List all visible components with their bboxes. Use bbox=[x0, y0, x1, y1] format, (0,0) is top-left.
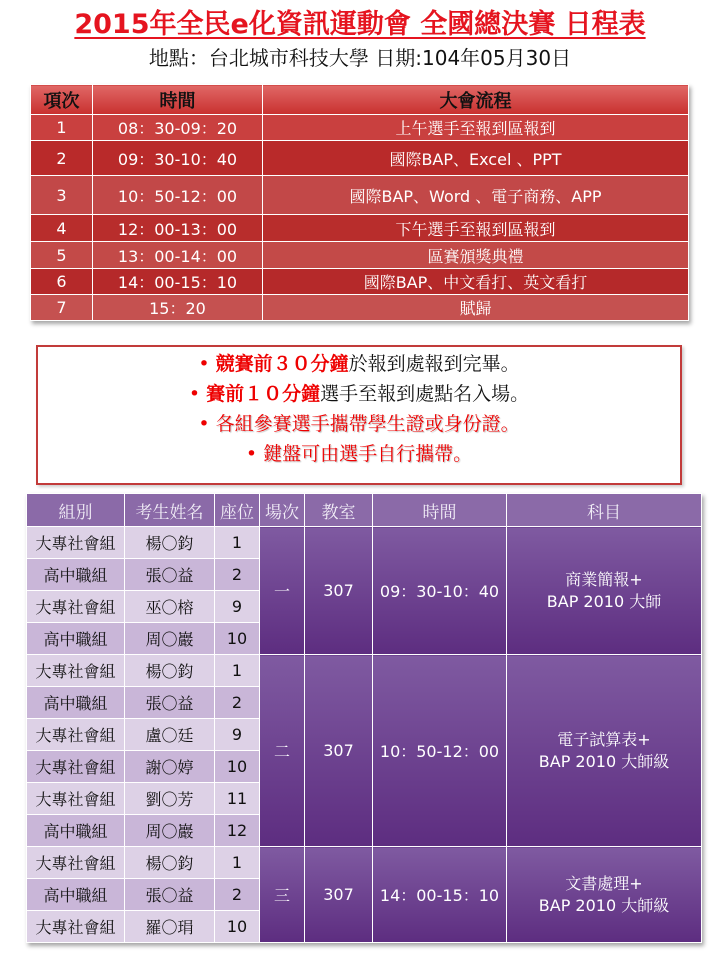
schedule-time: 10：50-12：00 bbox=[93, 176, 263, 215]
exam-name: 楊〇鈞 bbox=[125, 847, 215, 879]
schedule-time: 14：00-15：10 bbox=[93, 269, 263, 295]
schedule-no: 4 bbox=[31, 215, 93, 242]
exam-name: 謝〇婷 bbox=[125, 751, 215, 783]
exam-session: 三 bbox=[260, 847, 305, 943]
exam-group: 大專社會組 bbox=[27, 751, 125, 783]
notice-line-4 bbox=[38, 439, 680, 469]
exam-seat: 9 bbox=[215, 591, 260, 623]
exam-name: 張〇益 bbox=[125, 559, 215, 591]
exam-subject-line: BAP 2010 大師級 bbox=[538, 751, 670, 771]
exam-group: 大專社會組 bbox=[27, 527, 125, 559]
schedule-flow: 賦歸 bbox=[263, 295, 689, 321]
exam-time: 10：50-12：00 bbox=[373, 655, 507, 847]
exam-group: 高中職組 bbox=[27, 687, 125, 719]
exam-group: 高中職組 bbox=[27, 623, 125, 655]
notice-line-3 bbox=[38, 409, 680, 439]
exam-header-row bbox=[27, 494, 702, 527]
bullet-icon: • bbox=[245, 443, 258, 465]
exam-time: 09：30-10：40 bbox=[373, 527, 507, 655]
exam-row bbox=[27, 655, 702, 687]
schedule-col-no: 項次 bbox=[31, 85, 93, 115]
exam-seat: 1 bbox=[215, 847, 260, 879]
schedule-row bbox=[31, 141, 689, 176]
exam-session: 一 bbox=[260, 527, 305, 655]
exam-subject-line: 電子試算表+ bbox=[557, 729, 651, 749]
schedule-time: 13：00-14：00 bbox=[93, 242, 263, 269]
exam-seat: 2 bbox=[215, 559, 260, 591]
notice-text: 於報到處報到完畢。 bbox=[348, 353, 520, 375]
schedule-no: 2 bbox=[31, 141, 93, 176]
exam-name: 張〇益 bbox=[125, 687, 215, 719]
exam-time: 14：00-15：10 bbox=[373, 847, 507, 943]
exam-table bbox=[26, 493, 702, 943]
exam-name: 楊〇鈞 bbox=[125, 655, 215, 687]
exam-group: 大專社會組 bbox=[27, 655, 125, 687]
exam-room: 307 bbox=[305, 847, 373, 943]
exam-subject bbox=[507, 847, 702, 943]
bullet-icon: • bbox=[188, 383, 201, 405]
exam-name: 羅〇琄 bbox=[125, 911, 215, 943]
notice-text: 選手至報到處點名入場。 bbox=[320, 383, 530, 405]
schedule-no: 1 bbox=[31, 115, 93, 141]
notice-box bbox=[36, 345, 682, 485]
exam-col-room: 教室 bbox=[305, 494, 373, 527]
exam-group: 大專社會組 bbox=[27, 591, 125, 623]
page-subtitle: 地點：台北城市科技大學 日期:104年05月30日 bbox=[148, 46, 572, 70]
schedule-flow: 區賽頒獎典禮 bbox=[263, 242, 689, 269]
notice-emphasis: 競賽前３０分鐘 bbox=[215, 353, 349, 375]
bullet-icon: • bbox=[198, 413, 210, 435]
exam-group: 高中職組 bbox=[27, 815, 125, 847]
exam-group: 大專社會組 bbox=[27, 783, 125, 815]
schedule-flow: 國際BAP、Excel 、PPT bbox=[263, 141, 689, 176]
exam-col-subject: 科目 bbox=[507, 494, 702, 527]
exam-seat: 11 bbox=[215, 783, 260, 815]
exam-subject bbox=[507, 655, 702, 847]
exam-col-time: 時間 bbox=[373, 494, 507, 527]
exam-subject-line: BAP 2010 大師級 bbox=[538, 895, 670, 915]
exam-subject-line: BAP 2010 大師 bbox=[546, 591, 662, 611]
exam-room: 307 bbox=[305, 655, 373, 847]
exam-col-name: 考生姓名 bbox=[125, 494, 215, 527]
exam-seat: 2 bbox=[215, 687, 260, 719]
schedule-col-flow: 大會流程 bbox=[263, 85, 689, 115]
schedule-time: 08：30-09：20 bbox=[93, 115, 263, 141]
schedule-row bbox=[31, 242, 689, 269]
exam-seat: 9 bbox=[215, 719, 260, 751]
exam-name: 劉〇芳 bbox=[125, 783, 215, 815]
exam-subject-line: 商業簡報+ bbox=[565, 569, 643, 589]
notice-text: 鍵盤可由選手自行攜帶。 bbox=[263, 443, 473, 465]
exam-subject bbox=[507, 527, 702, 655]
schedule-row bbox=[31, 176, 689, 215]
schedule-flow: 國際BAP、Word 、電子商務、APP bbox=[263, 176, 689, 215]
schedule-table bbox=[30, 84, 689, 321]
exam-group: 大專社會組 bbox=[27, 719, 125, 751]
exam-seat: 10 bbox=[215, 623, 260, 655]
schedule-col-time: 時間 bbox=[93, 85, 263, 115]
exam-group: 大專社會組 bbox=[27, 847, 125, 879]
exam-seat: 10 bbox=[215, 751, 260, 783]
exam-name: 巫〇榕 bbox=[125, 591, 215, 623]
exam-name: 周〇巖 bbox=[125, 623, 215, 655]
notice-line-1 bbox=[38, 349, 680, 379]
page-title: 2015年全民e化資訊運動會 全國總決賽 日程表 bbox=[74, 9, 646, 40]
exam-name: 周〇巖 bbox=[125, 815, 215, 847]
schedule-no: 5 bbox=[31, 242, 93, 269]
exam-col-session: 場次 bbox=[260, 494, 305, 527]
exam-session: 二 bbox=[260, 655, 305, 847]
exam-name: 楊〇鈞 bbox=[125, 527, 215, 559]
schedule-time: 09：30-10：40 bbox=[93, 141, 263, 176]
schedule-time: 12：00-13：00 bbox=[93, 215, 263, 242]
exam-seat: 12 bbox=[215, 815, 260, 847]
exam-group: 高中職組 bbox=[27, 559, 125, 591]
notice-text: 各組參賽選手攜帶學生證或身份證。 bbox=[215, 413, 520, 435]
notice-emphasis: 賽前１０分鐘 bbox=[206, 383, 321, 405]
schedule-no: 3 bbox=[31, 176, 93, 215]
schedule-flow: 上午選手至報到區報到 bbox=[263, 115, 689, 141]
exam-name: 盧〇廷 bbox=[125, 719, 215, 751]
exam-seat: 1 bbox=[215, 655, 260, 687]
schedule-row bbox=[31, 269, 689, 295]
schedule-flow: 國際BAP、中文看打、英文看打 bbox=[263, 269, 689, 295]
exam-name: 張〇益 bbox=[125, 879, 215, 911]
exam-row bbox=[27, 847, 702, 879]
exam-row bbox=[27, 527, 702, 559]
notice-line-2 bbox=[38, 379, 680, 409]
exam-group: 大專社會組 bbox=[27, 911, 125, 943]
schedule-flow: 下午選手至報到區報到 bbox=[263, 215, 689, 242]
schedule-row bbox=[31, 115, 689, 141]
exam-seat: 2 bbox=[215, 879, 260, 911]
exam-room: 307 bbox=[305, 527, 373, 655]
exam-col-seat: 座位 bbox=[215, 494, 260, 527]
schedule-row bbox=[31, 215, 689, 242]
exam-subject-line: 文書處理+ bbox=[565, 873, 643, 893]
schedule-row bbox=[31, 295, 689, 321]
schedule-header-row bbox=[31, 85, 689, 115]
schedule-no: 7 bbox=[31, 295, 93, 321]
exam-col-group: 組別 bbox=[27, 494, 125, 527]
bullet-icon: • bbox=[198, 353, 210, 375]
schedule-no: 6 bbox=[31, 269, 93, 295]
schedule-time: 15：20 bbox=[93, 295, 263, 321]
exam-seat: 10 bbox=[215, 911, 260, 943]
exam-seat: 1 bbox=[215, 527, 260, 559]
exam-group: 高中職組 bbox=[27, 879, 125, 911]
